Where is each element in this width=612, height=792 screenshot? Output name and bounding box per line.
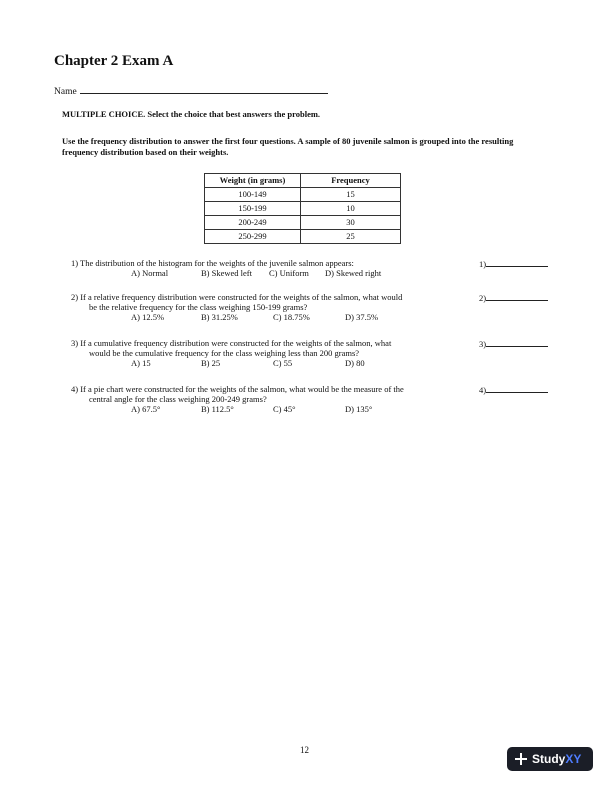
table-cell: 200-249 <box>205 216 301 230</box>
answer-choices <box>71 268 471 278</box>
page-title: Chapter 2 Exam A <box>54 53 174 69</box>
question-stem: 4) If a pie chart were constructed for the weights of the salmon, what would be the measure of the <box>71 384 404 394</box>
name-field-row <box>54 84 328 97</box>
instructions: Use the frequency distribution to answer the first four questions. A sample of 80 juvenile salmon is grouped into the resulting frequency distribution based on their weights. <box>62 136 514 157</box>
choice-b[interactable]: B) Skewed left <box>201 268 252 278</box>
choice-a[interactable]: A) 12.5% <box>131 312 165 322</box>
question-stem: 3) If a cumulative frequency distribution were constructed for the weights of the salmon, what <box>71 338 392 348</box>
answer-blank[interactable] <box>486 338 548 347</box>
choice-c[interactable]: C) 55 <box>273 358 293 368</box>
table-row <box>205 216 401 230</box>
table-header-cell: Weight (in grams) <box>205 174 301 188</box>
table-row <box>205 188 401 202</box>
question-stem-continued: central angle for the class weighing 200-249 grams? <box>89 394 267 404</box>
choice-d[interactable]: D) 135° <box>345 404 373 414</box>
choice-c[interactable]: C) 45° <box>273 404 296 414</box>
choice-b[interactable]: B) 112.5° <box>201 404 234 414</box>
choice-a[interactable]: A) 67.5° <box>131 404 161 414</box>
answer-slot-3[interactable] <box>479 338 548 349</box>
answer-choices <box>71 404 471 414</box>
answer-blank[interactable] <box>486 292 548 301</box>
answer-slot-2[interactable] <box>479 292 548 303</box>
table-row <box>205 230 401 244</box>
name-blank-line[interactable] <box>80 84 328 94</box>
table-cell: 10 <box>301 202 401 216</box>
answer-choices <box>71 358 471 368</box>
question-stem: 2) If a relative frequency distribution were constructed for the weights of the salmon, what would <box>71 292 403 302</box>
answer-blank[interactable] <box>486 384 548 393</box>
answer-number: 3) <box>479 339 487 349</box>
table-cell: 30 <box>301 216 401 230</box>
name-label: Name <box>54 87 77 97</box>
choice-d[interactable]: D) 80 <box>345 358 365 368</box>
table-header-cell: Frequency <box>301 174 401 188</box>
choice-c[interactable]: C) 18.75% <box>273 312 310 322</box>
table-cell: 150-199 <box>205 202 301 216</box>
question-stem-continued: would be the cumulative frequency for the class weighing less than 200 grams? <box>89 348 360 358</box>
answer-number: 1) <box>479 259 487 269</box>
choice-d[interactable]: D) 37.5% <box>345 312 379 322</box>
choice-a[interactable]: A) Normal <box>131 268 169 278</box>
badge-text-study: Study <box>532 752 566 766</box>
question-stem: 1) The distribution of the histogram for the weights of the juvenile salmon appears: <box>71 258 354 268</box>
question-1 <box>71 258 471 278</box>
frequency-table <box>204 173 401 244</box>
badge-label <box>532 752 581 766</box>
table-header-row <box>205 174 401 188</box>
answer-slot-4[interactable] <box>479 384 548 395</box>
choice-c[interactable]: C) Uniform <box>269 268 309 278</box>
question-2 <box>71 292 471 322</box>
badge-text-xy: XY <box>565 752 582 766</box>
page-number: 12 <box>300 745 309 755</box>
answer-choices <box>71 312 471 322</box>
answer-blank[interactable] <box>486 258 548 267</box>
choice-b[interactable]: B) 31.25% <box>201 312 238 322</box>
question-stem-continued: be the relative frequency for the class weighing 150-199 grams? <box>89 302 308 312</box>
question-4 <box>71 384 471 414</box>
table-cell: 15 <box>301 188 401 202</box>
table-row <box>205 202 401 216</box>
question-3 <box>71 338 471 368</box>
plus-icon <box>515 753 527 765</box>
choice-a[interactable]: A) 15 <box>131 358 151 368</box>
answer-slot-1[interactable] <box>479 258 548 269</box>
choice-d[interactable]: D) Skewed right <box>325 268 382 278</box>
answer-number: 4) <box>479 385 487 395</box>
table-cell: 25 <box>301 230 401 244</box>
section-heading: MULTIPLE CHOICE. Select the choice that best answers the problem. <box>62 109 321 119</box>
studyxy-badge[interactable] <box>507 747 593 771</box>
table-cell: 100-149 <box>205 188 301 202</box>
table-cell: 250-299 <box>205 230 301 244</box>
answer-number: 2) <box>479 293 487 303</box>
choice-b[interactable]: B) 25 <box>201 358 221 368</box>
